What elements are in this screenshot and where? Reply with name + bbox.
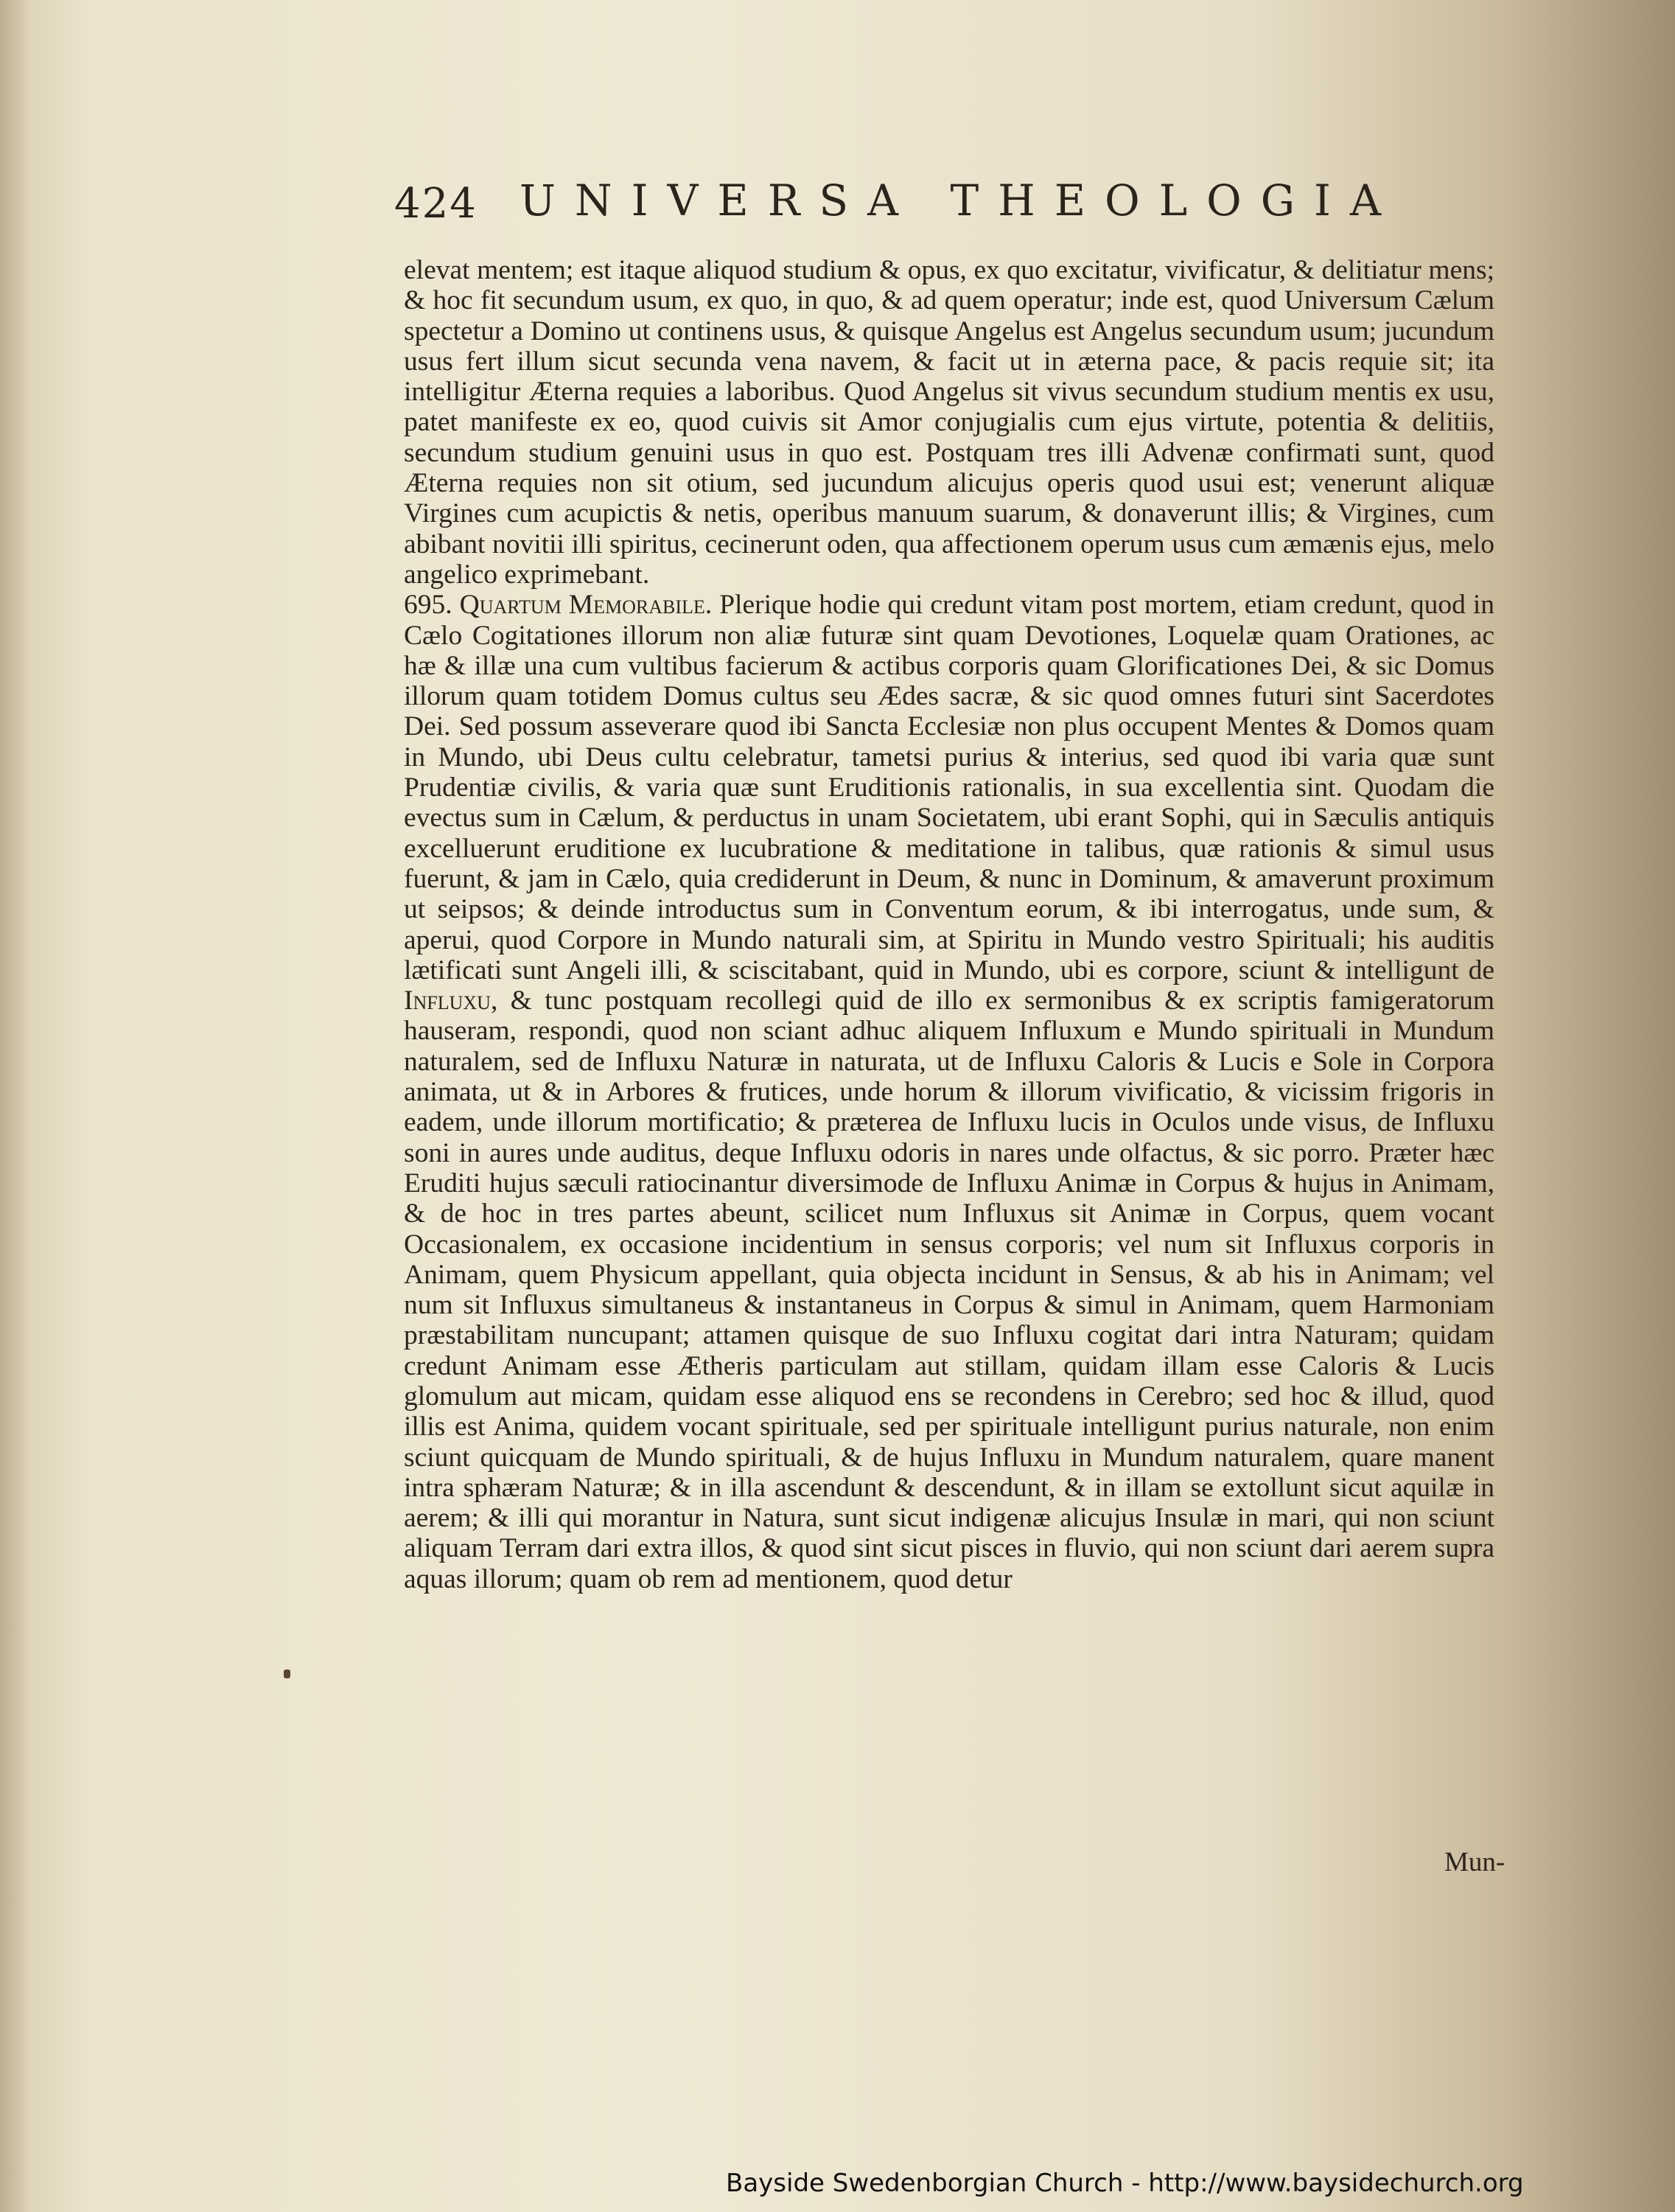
paragraph-695 (404, 590, 1494, 1594)
paper-speck (284, 1670, 290, 1678)
footer-credit: Bayside Swedenborgian Church - http://www.baysidechurch.org (726, 2169, 1524, 2198)
main-text (404, 255, 1494, 1877)
section-number: 695. (404, 590, 452, 621)
running-head (394, 175, 1400, 234)
catchword: Mun- (1444, 1847, 1506, 1877)
gutter-shadow (0, 0, 29, 2212)
influxu-term: Influxu (404, 985, 491, 1016)
paragraph-text: Plerique hodie qui credunt vitam post mortem, etiam credunt, quod in Cælo Cogitationes illorum non aliæ futuræ sint quam Devotiones, Loquelæ quam Orationes, ac hæ & illæ una cum vultibus facierum & actibus corporis quam Glorificationes Dei, & sic Domus illorum quam totidem Domus cultus seu Ædes sacræ, & sic quod omnes futuri sint Sacerdotes Dei. Sed possum asseverare quod ibi Sancta Ecclesiæ non plus occupent Mentes & Domos quam in Mundo, ubi Deus cultu celebratur, tametsi purius & interius, sed quod ibi varia quæ sunt Prudentiæ civilis, & varia quæ sunt Eruditionis rationalis, in sua excellentia sint. Quodam die evectus sum in Cælum, & perductus in unam Societatem, ubi erant Sophi, qui in Sæculis antiquis excelluerunt eruditione ex lucubratione & meditatione in talibus, quæ rationis & simul usus fuerunt, & jam in Cælo, quia crediderunt in Deum, & nunc in Dominum, & amaverunt proximum ut seipsos; & deinde introductus sum in Conventum eorum, & ibi interrogatus, unde sum, & aperui, quod Corpore in Mundo naturali sim, at Spiritu in Mundo vestro Spirituali; his auditis lætificati sunt Angeli illi, & sciscitabant, quid in Mundo, ubi es corpore, sciunt & intelligunt de (404, 590, 1495, 985)
section-heading: Quartum Memorabile. (459, 590, 713, 621)
paragraph-text-continued: , & tunc postquam recollegi quid de illo ex sermonibus & ex scriptis famigeratorum hauseram, respondi, quod non sciant adhuc aliquem Influxum e Mundo spirituali in Mundum naturalem, sed de Influxu Naturæ in naturata, ut de Influxu Caloris & Lucis e Sole in Corpora animata, ut & in Arbores & frutices, unde horum & illorum vivificatio, & vicissim frigoris in eadem, unde illorum mortificatio; & præterea de Influxu lucis in Oculos unde visus, de Influxu soni in aures unde auditus, deque Influxu odoris in nares unde olfactus, & sic porro. Præter hæc Eruditi hujus sæculi ratiocinantur diversimode de Influxu Animæ in Corpus & hujus in Animam, & de hoc in tres partes abeunt, scilicet num Influxus sit Animæ in Corpus, quem vocant Occasionalem, ex occasione incidentium in sensus corporis; vel num sit Influxus corporis in Animam, quem Physicum appellant, quia objecta incidunt in Sensus, & ab his in Animam; vel num sit Influxus simultaneus & instantaneus in Corpus & simul in Animam, quem Harmoniam præstabilitam nuncupant; attamen quisque de suo Influxu cogitat dari intra Naturam; quidam credunt Animam esse Ætheris particulam aut stillam, quidam illam esse Caloris & Lucis glomulum aut micam, quidam esse aliquod ens se recondens in Cerebro; sed hoc & illud, quod illis est Anima, quidem vocant spirituale, sed per spirituale intelligunt purius naturale, non enim sciunt quicquam de Mundo spirituali, & de hujus Influxu in Mundum naturalem, quare manent intra sphæram Naturæ; & in illa ascendunt & descendunt, & in illam se extollunt sicut aquilæ in aerem; & illi qui morantur in Natura, sunt sicut indigenæ alicujus Insulæ in mari, qui non sciunt aliquam Terram dari extra illos, & quod sint sicut pisces in fluvio, qui non sciunt dari aerem supra aquas illorum; quam ob rem ad mentionem, quod detur (404, 985, 1494, 1594)
paragraph: elevat mentem; est itaque aliquod studium & opus, ex quo excitatur, vivificatur, & delitiatur mens; & hoc fit secundum usum, ex quo, in quo, & ad quem operatur; inde est, quod Universum Cælum spectetur a Domino ut continens usus, & quisque Angelus est Angelus secundum usum; jucundum usus fert illum sicut secunda vena navem, & facit ut in æterna pace, & pacis requie sit; ita intelligitur Æterna requies a laboribus. Quod Angelus sit vivus secundum studium mentis ex usu, patet manifeste ex eo, quod cuivis sit Amor conjugialis cum ejus virtute, potentia & delitiis, secundum studium genuini usus in quo est. Postquam tres illi Advenæ confirmati sunt, quod Æterna requies non sit otium, sed jucundum alicujus operis quod usui est; venerunt aliquæ Virgines cum acupictis & netis, operibus manuum suarum, & donaverunt illis; & Virgines, cum abibant novitii illi spiritus, cecinerunt oden, qua affectionem operum usus cum æmænis ejus, melo angelico exprimebant. (404, 255, 1494, 590)
page-title: UNIVERSA THEOLOGIA (520, 175, 1400, 226)
page-number: 424 (394, 180, 478, 228)
